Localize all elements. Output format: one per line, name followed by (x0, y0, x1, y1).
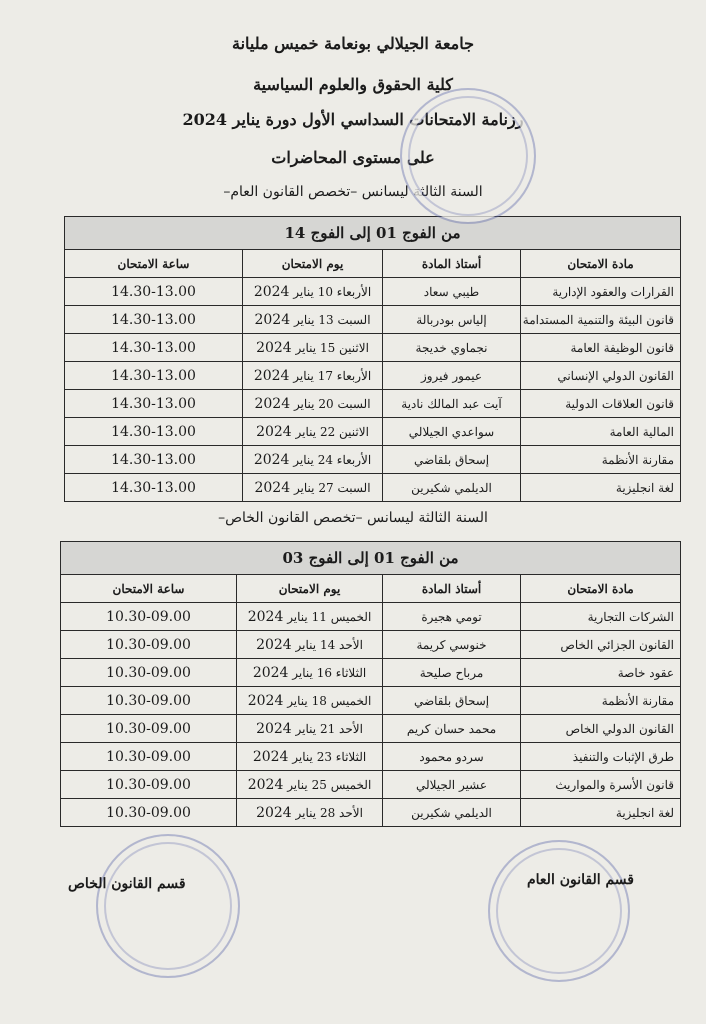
col-day: يوم الامتحان (237, 575, 383, 603)
exam-table-public-law (64, 216, 681, 502)
exam-year: 2024 (252, 664, 289, 681)
professor-name: عشير الجيلالي (383, 771, 521, 799)
exam-time: 10.30-09.00 (61, 659, 237, 687)
exam-day (243, 306, 383, 334)
section-1-title: السنة الثالثة ليسانس –تخصص القانون العام– (223, 184, 483, 200)
exam-time: 10.30-09.00 (61, 715, 237, 743)
exam-subject: قانون البيئة والتنمية المستدامة (521, 306, 681, 334)
col-time: ساعة الامتحان (61, 575, 237, 603)
exam-day-text: الأحد 28 يناير (295, 805, 363, 820)
official-stamp (400, 88, 536, 224)
group-range-header: من الفوج 01 إلى الفوج 14 (65, 217, 681, 250)
private-law-department-signature: قسم القانون الخاص (68, 876, 186, 892)
table-row (61, 659, 681, 687)
table-row (65, 474, 681, 502)
exam-year: 2024 (247, 692, 284, 709)
exam-time: 10.30-09.00 (61, 631, 237, 659)
group-range-header: من الفوج 01 إلى الفوج 03 (61, 542, 681, 575)
table-row (61, 799, 681, 827)
exam-subject: طرق الإثبات والتنفيذ (521, 743, 681, 771)
exam-time: 10.30-09.00 (61, 603, 237, 631)
schedule-title: رزنامة الامتحانات السداسي الأول دورة يناير 2024 (182, 110, 524, 129)
exam-year: 2024 (253, 283, 290, 300)
exam-year: 2024 (254, 479, 291, 496)
exam-day-text: الخميس 18 يناير (287, 693, 372, 708)
professor-name: إسحاق بلقاضي (383, 687, 521, 715)
exam-day (237, 799, 383, 827)
professor-name: مرباح صليحة (383, 659, 521, 687)
exam-year: 2024 (254, 395, 291, 412)
exam-time: 14.30-13.00 (65, 306, 243, 334)
exam-time: 14.30-13.00 (65, 446, 243, 474)
public-law-department-signature: قسم القانون العام (526, 872, 634, 888)
exam-time: 10.30-09.00 (61, 687, 237, 715)
professor-name: طيبي سعاد (383, 278, 521, 306)
exam-day-text: الاثنين 22 يناير (295, 424, 369, 439)
exam-time: 14.30-13.00 (65, 334, 243, 362)
exam-year: 2024 (256, 423, 292, 440)
table-row (61, 687, 681, 715)
exam-subject: القرارات والعقود الإدارية (521, 278, 681, 306)
col-day: يوم الامتحان (243, 250, 383, 278)
exam-table-private-law (60, 541, 681, 827)
exam-subject: مقارنة الأنظمة (521, 446, 681, 474)
exam-time: 14.30-13.00 (65, 474, 243, 502)
exam-day-text: الأربعاء 10 يناير (293, 284, 372, 299)
table-row (61, 603, 681, 631)
professor-name: الديلمي شكيرين (383, 474, 521, 502)
exam-day (243, 334, 383, 362)
exam-year: 2024 (254, 311, 291, 328)
exam-day (237, 631, 383, 659)
official-stamp (488, 840, 630, 982)
professor-name: نجماوي خديجة (383, 334, 521, 362)
table-row (61, 771, 681, 799)
exam-day-text: السبت 20 يناير (293, 396, 371, 411)
table-row (65, 306, 681, 334)
exam-subject: الشركات التجارية (521, 603, 681, 631)
exam-day (243, 474, 383, 502)
exam-day-text: الخميس 25 يناير (287, 777, 372, 792)
level-line: على مستوى المحاضرات (271, 148, 435, 167)
exam-day-text: الأربعاء 24 يناير (293, 452, 372, 467)
exam-year: 2024 (256, 339, 292, 356)
exam-day (243, 418, 383, 446)
section-2-title: السنة الثالثة ليسانس –تخصص القانون الخاص– (218, 510, 488, 526)
exam-year: 2024 (253, 367, 290, 384)
exam-subject: مقارنة الأنظمة (521, 687, 681, 715)
exam-time: 14.30-13.00 (65, 278, 243, 306)
exam-day (237, 687, 383, 715)
exam-day-text: الاثنين 15 يناير (295, 340, 369, 355)
col-professor: أستاذ المادة (383, 250, 521, 278)
table-row (65, 446, 681, 474)
exam-day (243, 278, 383, 306)
professor-name: إلياس بودربالة (383, 306, 521, 334)
university-name: جامعة الجيلالي بونعامة خميس مليانة (231, 34, 475, 53)
exam-subject: لغة انجليزية (521, 799, 681, 827)
exam-time: 14.30-13.00 (65, 362, 243, 390)
professor-name: الديلمي شكيرين (383, 799, 521, 827)
exam-subject: القانون الجزائي الخاص (521, 631, 681, 659)
exam-year: 2024 (256, 804, 292, 821)
professor-name: محمد حسان كريم (383, 715, 521, 743)
exam-subject: قانون العلاقات الدولية (521, 390, 681, 418)
exam-day-text: الثلاثاء 16 يناير (292, 665, 367, 680)
exam-day (237, 603, 383, 631)
exam-year: 2024 (247, 608, 284, 625)
exam-subject: القانون الدولي الخاص (521, 715, 681, 743)
exam-day (237, 715, 383, 743)
exam-year: 2024 (256, 720, 292, 737)
table-row (61, 743, 681, 771)
professor-name: عيمور فيروز (383, 362, 521, 390)
exam-day-text: السبت 27 يناير (293, 480, 371, 495)
exam-subject: القانون الدولي الإنساني (521, 362, 681, 390)
table-row (65, 334, 681, 362)
exam-day (243, 446, 383, 474)
exam-year: 2024 (252, 748, 289, 765)
official-stamp (96, 834, 240, 978)
exam-year: 2024 (256, 636, 292, 653)
exam-subject: قانون الأسرة والمواريث (521, 771, 681, 799)
table-row (65, 278, 681, 306)
exam-day-text: الخميس 11 يناير (287, 609, 372, 624)
professor-name: خنوسي كريمة (383, 631, 521, 659)
exam-day-text: الثلاثاء 23 يناير (292, 749, 367, 764)
professor-name: آيت عبد المالك نادية (383, 390, 521, 418)
exam-day-text: الأربعاء 17 يناير (293, 368, 372, 383)
professor-name: سواعدي الجيلالي (383, 418, 521, 446)
table-row (61, 715, 681, 743)
exam-day (237, 771, 383, 799)
col-subject: مادة الامتحان (521, 575, 681, 603)
professor-name: تومي هجيرة (383, 603, 521, 631)
exam-day (237, 659, 383, 687)
exam-day (243, 362, 383, 390)
exam-year: 2024 (247, 776, 284, 793)
professor-name: إسحاق بلقاضي (383, 446, 521, 474)
table-row (65, 390, 681, 418)
table-row (65, 418, 681, 446)
table-row (61, 631, 681, 659)
col-subject: مادة الامتحان (521, 250, 681, 278)
table-row (65, 362, 681, 390)
exam-time: 10.30-09.00 (61, 743, 237, 771)
col-time: ساعة الامتحان (65, 250, 243, 278)
exam-time: 10.30-09.00 (61, 771, 237, 799)
faculty-name: كلية الحقوق والعلوم السياسية (253, 75, 453, 94)
exam-time: 14.30-13.00 (65, 418, 243, 446)
exam-subject: عقود خاصة (521, 659, 681, 687)
exam-time: 10.30-09.00 (61, 799, 237, 827)
col-professor: أستاذ المادة (383, 575, 521, 603)
professor-name: سردو محمود (383, 743, 521, 771)
exam-subject: المالية العامة (521, 418, 681, 446)
exam-day (237, 743, 383, 771)
exam-day-text: السبت 13 يناير (293, 312, 371, 327)
exam-subject: قانون الوظيفة العامة (521, 334, 681, 362)
exam-year: 2024 (253, 451, 290, 468)
exam-time: 14.30-13.00 (65, 390, 243, 418)
exam-day-text: الأحد 14 يناير (295, 637, 363, 652)
exam-day-text: الأحد 21 يناير (295, 721, 363, 736)
exam-subject: لغة انجليزية (521, 474, 681, 502)
exam-day (243, 390, 383, 418)
